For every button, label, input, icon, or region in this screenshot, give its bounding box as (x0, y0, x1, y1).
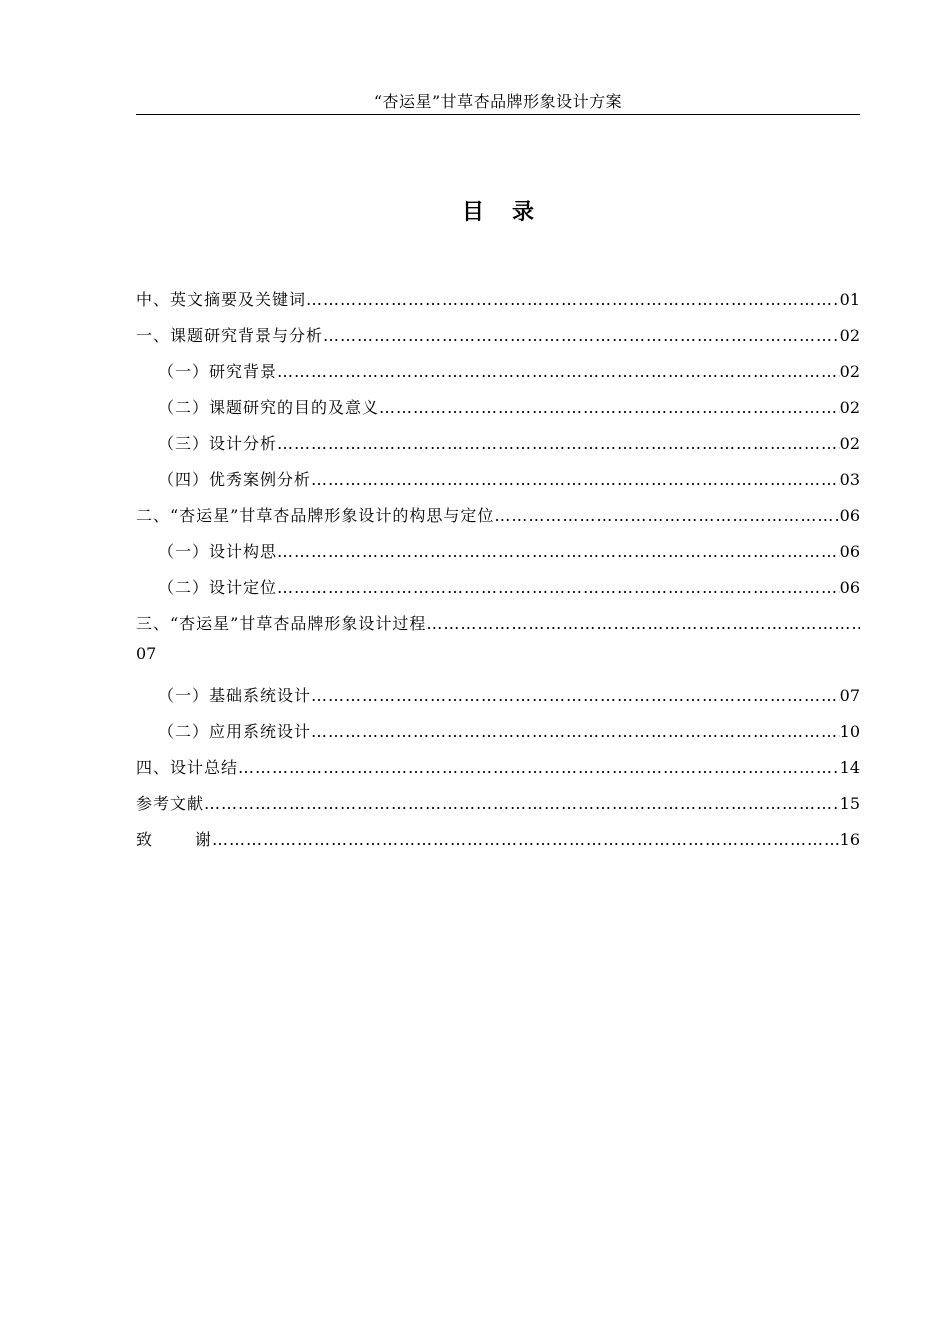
toc-entry-page: 02 (839, 326, 860, 345)
toc-entry-section-3-2[interactable] (136, 718, 860, 754)
toc-entry-page: 14 (839, 758, 860, 777)
toc-entry-section-1-2[interactable] (136, 394, 860, 430)
toc-leader-dots (311, 682, 840, 710)
toc-leader-dots (323, 322, 840, 350)
toc-entry-page: 16 (839, 830, 860, 849)
toc-entry-page: 07 (136, 644, 157, 663)
toc-leader-dots (306, 286, 840, 314)
toc-leader-dots (238, 754, 840, 782)
toc-entry-page: 06 (839, 542, 860, 561)
toc-leader-dots (311, 466, 840, 494)
toc-entry-label: （二）设计定位 (158, 578, 278, 597)
toc-entry-page: 02 (839, 398, 860, 417)
table-of-contents (136, 286, 860, 862)
toc-entry-section-1-4[interactable] (136, 466, 860, 502)
toc-entry-page: 06 (839, 578, 860, 597)
toc-entry-section-4[interactable] (136, 754, 860, 790)
toc-leader-dots (277, 574, 840, 602)
toc-leader-dots (277, 538, 840, 566)
toc-leader-dots (426, 610, 860, 638)
toc-entry-label: （四）优秀案例分析 (158, 470, 312, 489)
toc-entry-label: （一）研究背景 (158, 362, 278, 381)
toc-entry-section-3-page-line (136, 640, 860, 682)
toc-entry-label: （三）设计分析 (158, 434, 278, 453)
toc-entry-section-3-1[interactable] (136, 682, 860, 718)
toc-entry-page: 15 (839, 794, 860, 813)
toc-entry-label: （二）课题研究的目的及意义 (158, 398, 380, 417)
toc-entry-page: 10 (839, 722, 860, 741)
toc-entry-label: 三、“杏运星”甘草杏品牌形象设计过程 (136, 614, 427, 633)
toc-entry-label: （一）设计构思 (158, 542, 278, 561)
toc-entry-label: 二、“杏运星”甘草杏品牌形象设计的构思与定位 (136, 506, 495, 525)
toc-entry-acknowledgements[interactable] (136, 826, 860, 862)
toc-entry-abstract[interactable] (136, 286, 860, 322)
toc-entry-label-right: 谢 (195, 830, 213, 849)
toc-entry-page: 07 (839, 686, 860, 705)
toc-entry-label: （二）应用系统设计 (158, 722, 312, 741)
toc-entry-page: 01 (839, 290, 860, 309)
toc-leader-dots (494, 502, 839, 530)
toc-leader-dots (204, 790, 840, 818)
toc-leader-dots (311, 718, 840, 746)
toc-entry-section-2-1[interactable] (136, 538, 860, 574)
page-header-title: “杏运星”甘草杏品牌形象设计方案 (373, 92, 623, 111)
toc-entry-label: （一）基础系统设计 (158, 686, 312, 705)
toc-entry-label: 一、课题研究背景与分析 (136, 326, 324, 345)
toc-entry-section-3[interactable] (136, 610, 860, 640)
toc-title (136, 196, 860, 230)
toc-leader-dots (379, 394, 840, 422)
toc-entry-page: 06 (839, 506, 860, 525)
toc-entry-label (136, 826, 212, 854)
toc-entry-section-1[interactable] (136, 322, 860, 358)
toc-entry-section-2-2[interactable] (136, 574, 860, 610)
toc-title-left: 目 (461, 200, 484, 225)
toc-entry-page: 02 (839, 434, 860, 453)
toc-entry-label: 中、英文摘要及关键词 (136, 290, 307, 309)
toc-entry-references[interactable] (136, 790, 860, 826)
header-divider (136, 114, 860, 115)
toc-title-right: 录 (512, 200, 535, 225)
toc-entry-label-left: 致 (136, 830, 154, 849)
toc-entry-page: 03 (839, 470, 860, 489)
toc-leader-dots (212, 826, 840, 854)
toc-entry-section-1-1[interactable] (136, 358, 860, 394)
toc-entry-label: 参考文献 (136, 794, 205, 813)
toc-leader-dots (277, 430, 840, 458)
toc-leader-dots (277, 358, 840, 386)
toc-entry-label: 四、设计总结 (136, 758, 239, 777)
toc-entry-section-2[interactable] (136, 502, 860, 538)
toc-entry-page: 02 (839, 362, 860, 381)
toc-entry-section-1-3[interactable] (136, 430, 860, 466)
